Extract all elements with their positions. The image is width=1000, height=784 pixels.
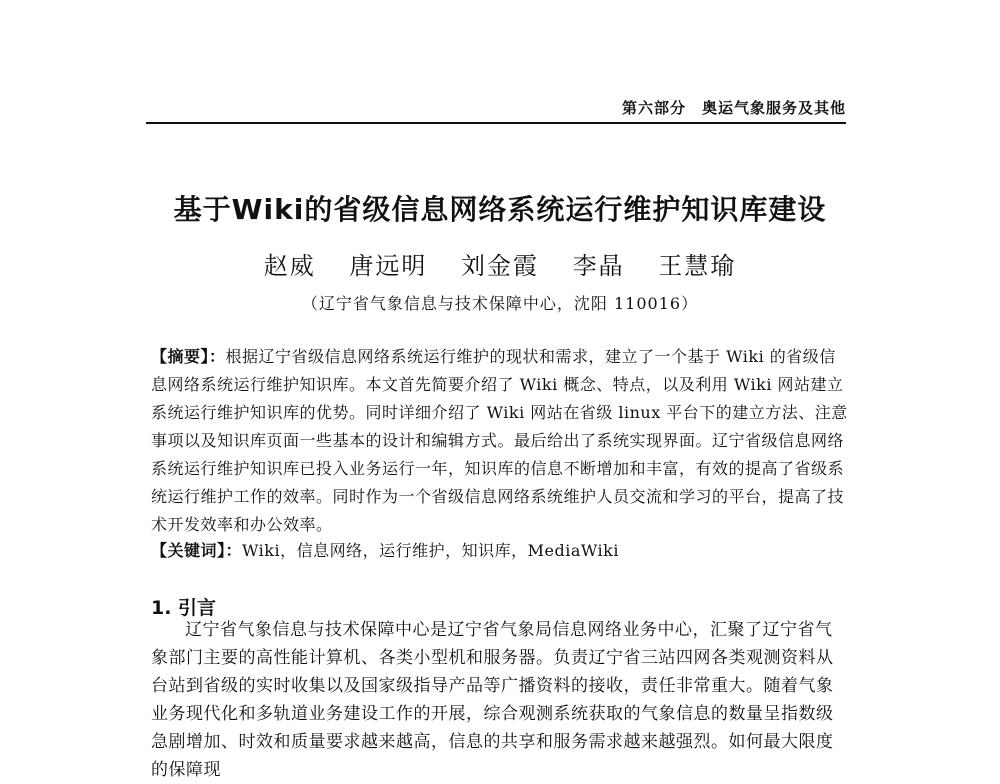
author-name: 赵威 xyxy=(263,252,316,280)
running-header-section: 奥运气象服务及其他 xyxy=(701,99,846,117)
running-header-part: 第六部分 xyxy=(621,99,686,117)
author-name: 李晶 xyxy=(572,252,625,280)
abstract-label: 【摘要】： xyxy=(151,347,226,366)
running-header xyxy=(146,97,846,119)
keywords-text: Wiki，信息网络，运行维护，知识库，MediaWiki xyxy=(242,541,619,560)
abstract-text: 根据辽宁省级信息网络系统运行维护的现状和需求，建立了一个基于 Wiki 的省级信息网络系统运行维护知识库。本文首先简要介绍了 Wiki 概念、特点，以及利用 Wiki 网站建立系统运行维护知识库的优势。同时详细介绍了 Wiki 网站在省级 linux 平台下的建立方法、注意事项以及知识库页面一些基本的设计和编辑方式。最后给出了系统实现界面。辽宁省级信息网络系统运行维护知识库已投入业务运行一年，知识库的信息不断增加和丰富，有效的提高了省级系统运行维护工作的效率。同时作为一个省级信息网络系统维护人员交流和学习的平台，提高了技术开发效率和办公效率。 xyxy=(151,347,848,534)
keywords-label: 【关键词】： xyxy=(151,541,243,560)
intro-paragraph: 辽宁省气象信息与技术保障中心是辽宁省气象局信息网络业务中心，汇聚了辽宁省气象部门主要的高性能计算机、各类小型机和服务器。负责辽宁省三站四网各类观测资料从台站到省级的实时收集以及国家级指导产品等广播资料的接收，责任非常重大。随着气象业务现代化和多轨道业务建设工作的开展，综合观测系统获取的气象信息的数量呈指数级急剧增加、时效和质量要求越来越高，信息的共享和服务需求越来越强烈。如何最大限度的保障现 xyxy=(151,620,834,780)
header-rule xyxy=(146,122,846,124)
author-name: 唐远明 xyxy=(349,252,428,280)
author-name: 刘金霞 xyxy=(461,252,539,280)
affiliation: （辽宁省气象信息与技术保障中心，沈阳 110016） xyxy=(301,294,699,313)
paper-title: 基于Wiki的省级信息网络系统运行维护知识库建设 xyxy=(173,193,827,226)
author-list xyxy=(0,246,1000,281)
abstract xyxy=(151,343,849,539)
keywords xyxy=(151,537,849,565)
author-name: 王慧瑜 xyxy=(658,252,737,280)
section-heading: 1. 引言 xyxy=(151,597,217,619)
